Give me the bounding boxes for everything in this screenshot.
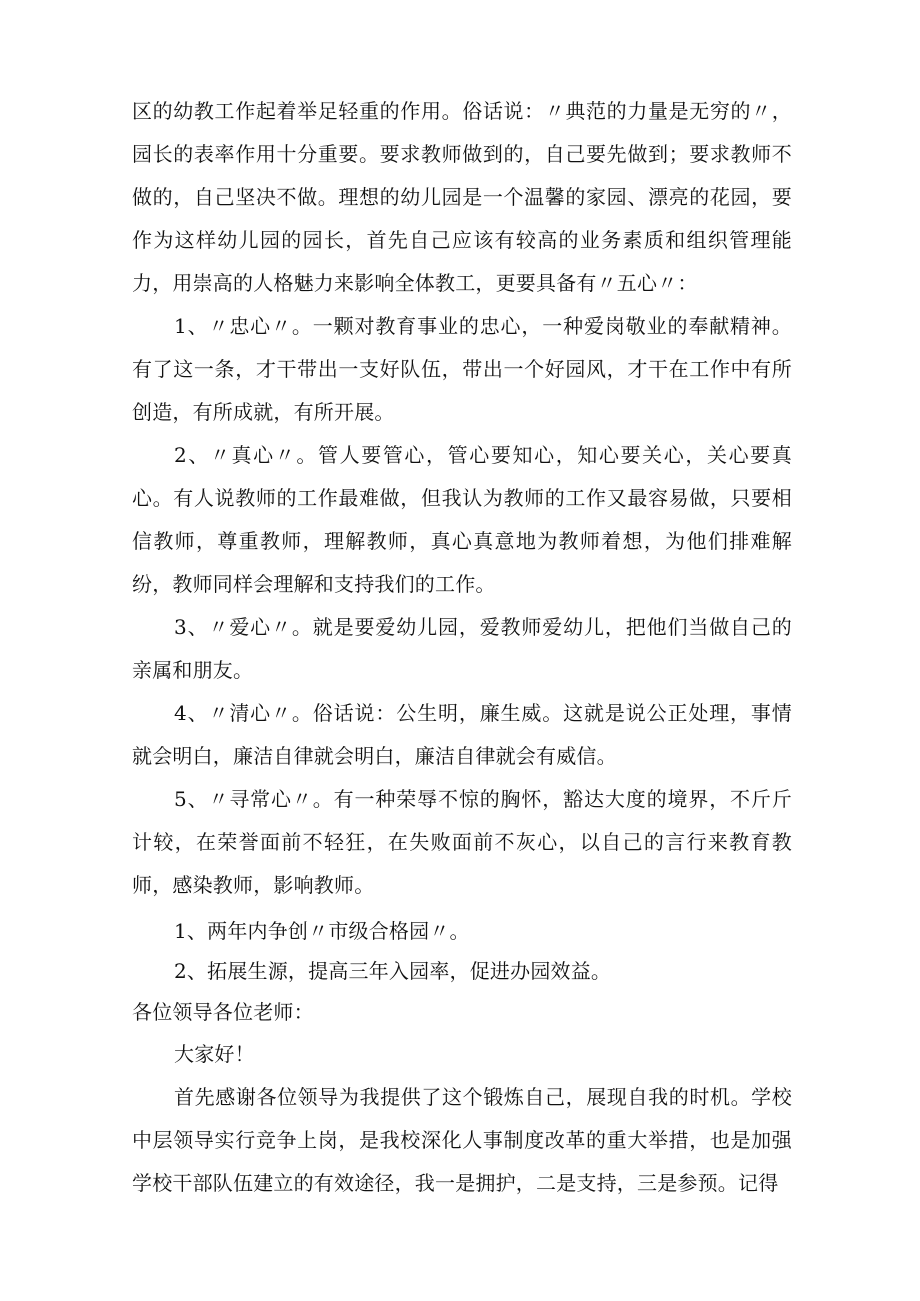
- intro-paragraph: 区的幼教工作起着举足轻重的作用。俗话说：〃典范的力量是无穷的〃，园长的表率作用十分重要。要求教师做到的，自己要先做到；要求教师不做的，自己坚决不做。理想的幼儿园是一个温馨的家园、漂亮的花园，要作为这样幼儿园的园长，首先自己应该有较高的业务素质和组织管理能力，用崇高的人格魅力来影响全体教工，更要具备有〃五心〃：: [132, 99, 792, 295]
- point-sincerity-paragraph: 2、〃真心〃。管人要管心，管心要知心，知心要关心，关心要真心。有人说教师的工作最难做，但我认为教师的工作又最容易做，只要相信教师，尊重教师，理解教师，真心真意地为教师着想，为他们排难解纷，教师同样会理解和支持我们的工作。: [132, 443, 792, 596]
- closing-paragraph: 首先感谢各位领导为我提供了这个锻炼自己，展现自我的时机。学校中层领导实行竞争上岗，是我校深化人事制度改革的重大举措，也是加强学校干部队伍建立的有效途径，我一是拥护，二是支持，三是参预。记得: [132, 1085, 792, 1195]
- goal-item-2: 2、拓展生源，提高三年入园率，促进办园效益。: [174, 959, 612, 983]
- point-loyalty-paragraph: 1、〃忠心〃。一颗对教育事业的忠心，一种爱岗敬业的奉献精神。有了这一条，才干带出一支好队伍，带出一个好园风，才干在工作中有所创造，有所成就，有所开展。: [132, 314, 792, 424]
- point-equanimity-paragraph: 5、〃寻常心〃。有一种荣辱不惊的胸怀，豁达大度的境界，不斤斤计较，在荣誉面前不轻狂，在失败面前不灰心，以自己的言行来教育教师，感染教师，影响教师。: [132, 787, 792, 897]
- document-body: [132, 90, 792, 1205]
- point-love-paragraph: 3、〃爱心〃。就是要爱幼儿园，爱教师爱幼儿，把他们当做自己的亲属和朋友。: [132, 615, 792, 682]
- goal-item-1: 1、两年内争创〃市级合格园〃。: [174, 919, 470, 943]
- salutation-line: 各位领导各位老师：: [132, 1000, 314, 1024]
- greeting-line: 大家好！: [174, 1042, 255, 1066]
- point-integrity-paragraph: 4、〃清心〃。俗话说：公生明，廉生威。这就是说公正处理，事情就会明白，廉洁自律就会明白，廉洁自律就会有威信。: [132, 701, 792, 768]
